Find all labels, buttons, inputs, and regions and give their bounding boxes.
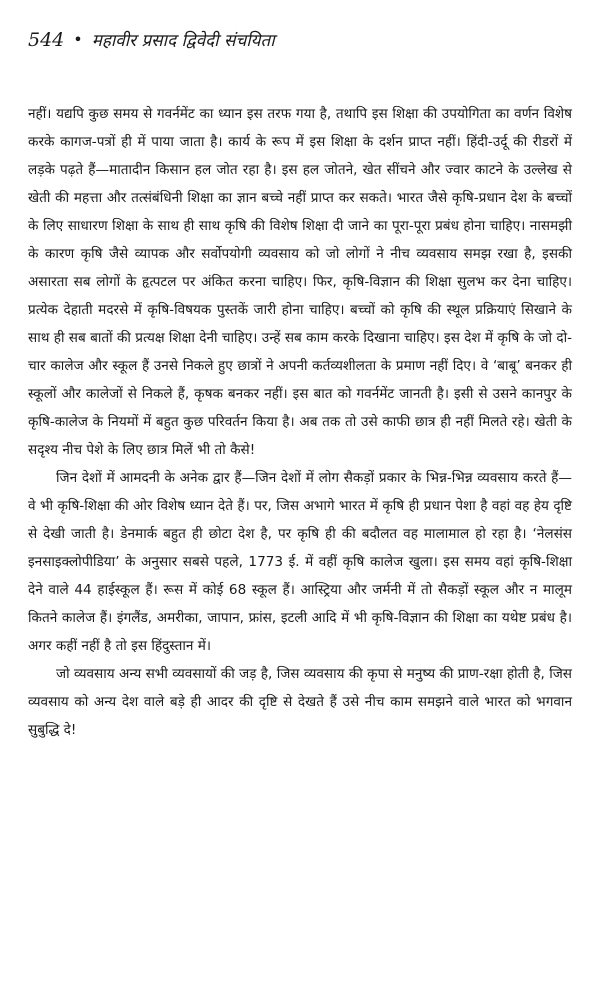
paragraph-2: जिन देशों में आमदनी के अनेक द्वार हैं—जिन देशों में लोग सैकड़ों प्रकार के भिन्न-भिन्न व्यवसाय करते हैं—वे भी कृषि-शिक्षा की ओर विशेष ध्यान देते हैं। पर, जिस अभागे भारत में कृषि ही प्रधान पेशा है वहां वह हेय दृष्टि से देखी जाती है। डेनमार्क बहुत ही छोटा देश है, पर कृषि ही की बदौलत वह मालामाल हो रहा है। ‘नेलसंस इनसाइक्लोपीडिया’ के अनुसार सबसे पहले, 1773 ई. में वहीं कृषि कालेज खुला। इस समय वहां कृषि-शिक्षा देने वाले 44 हाईस्कूल हैं। रूस में कोई 68 स्कूल हैं। आस्ट्रिया और जर्मनी में तो सैकड़ों स्कूल और न मालूम कितने कालेज हैं। इंगलैंड, अमरीका, जापान, फ्रांस, इटली आदि में भी कृषि-विज्ञान की शिक्षा का यथेष्ट प्रबंध है। अगर कहीं नहीं है तो इस हिंदुस्तान में। (28, 470, 572, 654)
book-page (28, 28, 572, 744)
header-separator: • (73, 30, 83, 49)
page-header (28, 28, 572, 62)
body-text (28, 100, 572, 744)
page-number: 544 (28, 29, 65, 51)
paragraph-3: जो व्यवसाय अन्य सभी व्यवसायों की जड़ है, जिस व्यवसाय की कृपा से मनुष्य की प्राण-रक्षा होती है, जिस व्यवसाय को अन्य देश वाले बड़े ही आदर की दृष्टि से देखते हैं उसे नीच काम समझने वाले भारत को भगवान सुबुद्धि दे! (28, 666, 572, 738)
paragraph-1: नहीं। यद्यपि कुछ समय से गवर्नमेंट का ध्यान इस तरफ गया है, तथापि इस शिक्षा की उपयोगिता का वर्णन विशेष करके कागज-पत्रों ही में पाया जाता है। कार्य के रूप में इस शिक्षा के दर्शन प्राप्त नहीं। हिंदी-उर्दू की रीडरों में लड़के पढ़ते हैं—मातादीन किसान हल जोत रहा है। इस हल जोतने, खेत सींचने और ज्वार काटने के उल्लेख से खेती की महत्ता और तत्संबंधिनी शिक्षा का ज्ञान बच्चे नहीं प्राप्त कर सकते। भारत जैसे कृषि-प्रधान देश के बच्चों के लिए साधारण शिक्षा के साथ ही साथ कृषि की विशेष शिक्षा दी जाने का पूरा-पूरा प्रबंध होना चाहिए। नासमझी के कारण कृषि जैसे व्यापक और सर्वोपयोगी व्यवसाय को जो लोगों ने नीच व्यवसाय समझ रखा है, इसकी असारता सब लोगों के हृत्पटल पर अंकित करना चाहिए। फिर, कृषि-विज्ञान की शिक्षा सुलभ कर देना चाहिए। प्रत्येक देहाती मदरसे में कृषि-विषयक पुस्तकें जारी होना चाहिए। बच्चों को कृषि की स्थूल प्रक्रियाएं सिखाने के साथ ही सब बातों की प्रत्यक्ष शिक्षा देनी चाहिए। उन्हें सब काम करके दिखाना चाहिए। इस देश में कृषि के जो दो-चार कालेज और स्कूल हैं उनसे निकले हुए छात्रों ने अपनी कर्तव्यशीलता के प्रमाण नहीं दिए। वे ‘बाबू’ बनकर ही स्कूलों और कालेजों से निकले हैं, कृषक बनकर नहीं। इस बात को गवर्नमेंट जानती है। इसी से उसने कानपुर के कृषि-कालेज के नियमों में बहुत कुछ परिवर्तन किया है। अब तक तो उसे काफी छात्र ही नहीं मिलते रहे। खेती के सदृश्य नीच पेशे के लिए छात्र मिलें भी तो कैसे! (28, 106, 572, 458)
running-title: महावीर प्रसाद द्विवेदी संचयिता (91, 31, 275, 51)
